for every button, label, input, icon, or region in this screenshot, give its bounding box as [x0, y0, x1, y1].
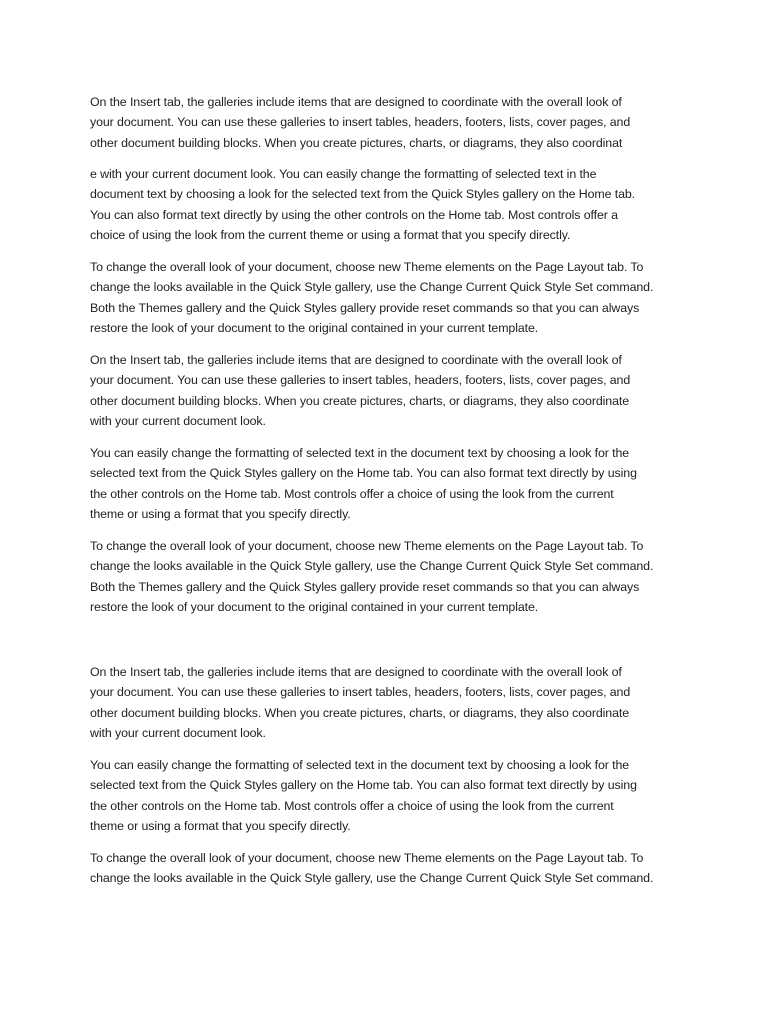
paragraph-3: To change the overall look of your document, choose new Theme elements on the Page Layout tab. To change the looks available in the Quick Style gallery, use the Change Current Quick Style Set command. Both the Themes gallery and the Quick Styles gallery provide reset commands so that you can always restore the look of your document to the original contained in your current template. [90, 260, 654, 335]
paragraph-6: To change the overall look of your document, choose new Theme elements on the Page Layout tab. To change the looks available in the Quick Style gallery, use the Change Current Quick Style Set command. Both the Themes gallery and the Quick Styles gallery provide reset commands so that you can always restore the look of your document to the original contained in your current template. [90, 539, 654, 614]
paragraph-7: On the Insert tab, the galleries include items that are designed to coordinate with the overall look of your document. You can use these galleries to insert tables, headers, footers, lists, cover pages, and other document building blocks. When you create pictures, charts, or diagrams, they also coordinate with your current document look. [90, 665, 631, 740]
paragraph-5: You can easily change the formatting of selected text in the document text by choosing a look for the selected text from the Quick Styles gallery on the Home tab. You can also format text directly by using the other controls on the Home tab. Most controls offer a choice of using the look from the current theme or using a format that you specify directly. [90, 446, 637, 521]
paragraph-4: On the Insert tab, the galleries include items that are designed to coordinate with the overall look of your document. You can use these galleries to insert tables, headers, footers, lists, cover pages, and other document building blocks. When you create pictures, charts, or diagrams, they also coordinate with your current document look. [90, 353, 631, 428]
paragraph-2: e with your current document look. You can easily change the formatting of selected text in the document text by choosing a look for the selected text from the Quick Styles gallery on the Home tab. You can also format text directly by using the other controls on the Home tab. Most controls offer a choice of using the look from the current theme or using a format that you specify directly. [90, 167, 636, 242]
paragraph-1: On the Insert tab, the galleries include items that are designed to coordinate with the overall look of your document. You can use these galleries to insert tables, headers, footers, lists, cover pages, and other document building blocks. When you create pictures, charts, or diagrams, they also coordinat [90, 95, 631, 150]
paragraph-8: You can easily change the formatting of selected text in the document text by choosing a look for the selected text from the Quick Styles gallery on the Home tab. You can also format text directly by using the other controls on the Home tab. Most controls offer a choice of using the look from the current theme or using a format that you specify directly. [90, 758, 637, 833]
paragraph-9: To change the overall look of your document, choose new Theme elements on the Page Layout tab. To change the looks available in the Quick Style gallery, use the Change Current Quick Style Set command. [90, 851, 654, 886]
